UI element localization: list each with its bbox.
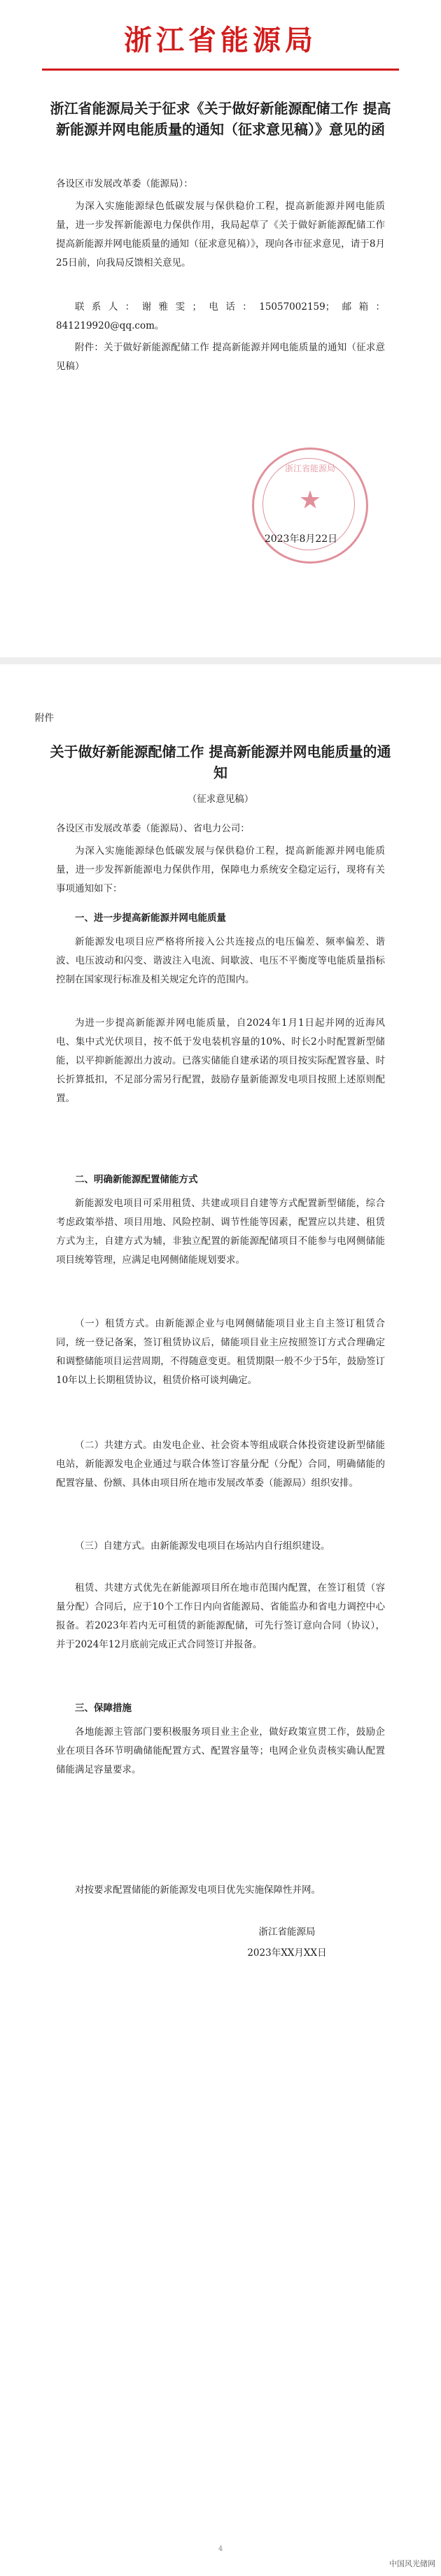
letter-addressee: 各设区市发展改革委（能源局）： [56,178,193,189]
notice-title: 关于做好新能源配储工作 提高新能源并网电能质量的通知 [50,743,391,781]
seal-star-icon: ★ [298,486,322,515]
notice-date: 2023年XX月XX日 [247,1947,327,1959]
notice-intro: 为深入实施能源绿色低碳发展与保供稳价工程，提高新能源并网电能质量，进一步发挥新能源电力保供作用，保障电力系统安全稳定运行，现将有关事项通知如下： [56,845,385,894]
section-3-para-2: 对按要求配置储能的新能源发电项目优先实施保障性并网。 [75,1884,321,1896]
section-2-para-3: （二）共建方式。由发电企业、社会资本等组成联合体投资建设新型储能电站，新能源发电企业通过与联合体签订容量分配（分配）合同，明确储能的配置容量、份额、具体由项目所在地市发展改革委（能源局）组织安排。 [56,1440,385,1489]
section-2-para-1: 新能源发电项目可采用租赁、共建或项目自建等方式配置新型储能，综合考虑政策举措、项目用地、风险控制、调节性能等因素，配置应以共建、租赁方式为主，自建方式为辅，非独立配置的新能源配储项目不能参与电网侧储能项目统筹管理，应满足电网侧储能规划要求。 [56,1198,385,1266]
attachment-label: 附件 [35,713,54,724]
official-seal [252,448,368,564]
section-2-para-4: （三）自建方式。由新能源发电项目在场站内自行组织建设。 [75,1540,330,1552]
section-3-para-1: 各地能源主管部门要积极服务项目业主企业，做好政策宣贯工作，鼓励企业在项目各环节明确储能配置方式、配置容量等；电网企业负责核实确认配置储能满足容量要求。 [56,1726,385,1775]
letterhead [0,0,441,77]
notice-addressee: 各设区市发展改革委（能源局）、省电力公司： [56,823,250,834]
page-number: 4 [218,2545,223,2553]
letter-date: 2023年8月22日 [264,534,338,545]
section-2-heading: 二、明确新能源配置储能方式 [75,1174,198,1185]
section-3-heading: 三、保障措施 [75,1703,132,1714]
notice-signature: 浙江省能源局 [258,1926,316,1938]
notice-subtitle: （征求意见稿） [187,794,254,805]
source-watermark: 中国风光储网 [389,2559,435,2568]
letter-title: 浙江省能源局关于征求《关于做好新能源配储工作 提高新能源并网电能质量的通知（征求意见稿）》意见的函 [50,100,391,138]
section-1-heading: 一、进一步提高新能源并网电能质量 [75,913,226,924]
attachment-page [0,664,441,2576]
section-1-para-2: 为进一步提高新能源并网电能质量，自2024年1月1日起并网的近海风电、集中式光伏项目，按不低于发电装机容量的10%、时长2小时配置新型储能，以平抑新能源出力波动。已落实储能自建承诺的项目按实际配置容量、时长折算抵扣，不足部分需另行配置，鼓励存量新能源发电项目按照上述原则配置。 [56,1017,385,1104]
seal-text: 浙江省能源局 [284,464,335,473]
letter-contact: 联系人：谢雅雯；电话：15057002159；邮箱：841219920@qq.com。 [56,301,385,331]
section-2-para-2: （一）租赁方式。由新能源企业与电网侧储能项目业主自主签订租赁合同，统一登记备案，签订租赁协议后，储能项目业主应按照签订方式合理确定和调整储能项目运营周期，不得随意变更。租赁期限一般不少于5年，鼓励签订10年以上长期租赁协议，租赁价格可谈判确定。 [56,1318,385,1386]
letter-page [0,0,441,657]
letter-body: 为深入实施能源绿色低碳发展与保供稳价工程，提高新能源并网电能质量，进一步发挥新能源电力保供作用，我局起草了《关于做好新能源配储工作 提高新能源并网电能质量的通知（征求意见稿）》，现向各市征求意见，请于8月25日前，向我局反馈相关意见。 [56,201,385,269]
section-1-para-1: 新能源发电项目应严格将所接入公共连接点的电压偏差、频率偏差、谐波、电压波动和闪变、谐波注入电流、间歇波、电压不平衡度等电能质量指标控制在国家现行标准及相关规定允许的范围内。 [56,936,385,985]
letterhead-rule [42,69,399,71]
letterhead-org: 浙江省能源局 [124,24,317,57]
section-2-para-5: 租赁、共建方式优先在新能源项目所在地市范围内配置，在签订租赁（容量分配）合同后，应于10个工作日内向省能源局、省能监办和省电力调控中心报备。若2023年若内无可租赁的新能源配储，可先行签订意向合同（协议），并于2024年12月底前完成正式合同签订并报备。 [56,1582,385,1650]
letter-attachment: 附件：关于做好新能源配储工作 提高新能源并网电能质量的通知（征求意见稿） [56,342,385,372]
page-separator [0,657,441,664]
